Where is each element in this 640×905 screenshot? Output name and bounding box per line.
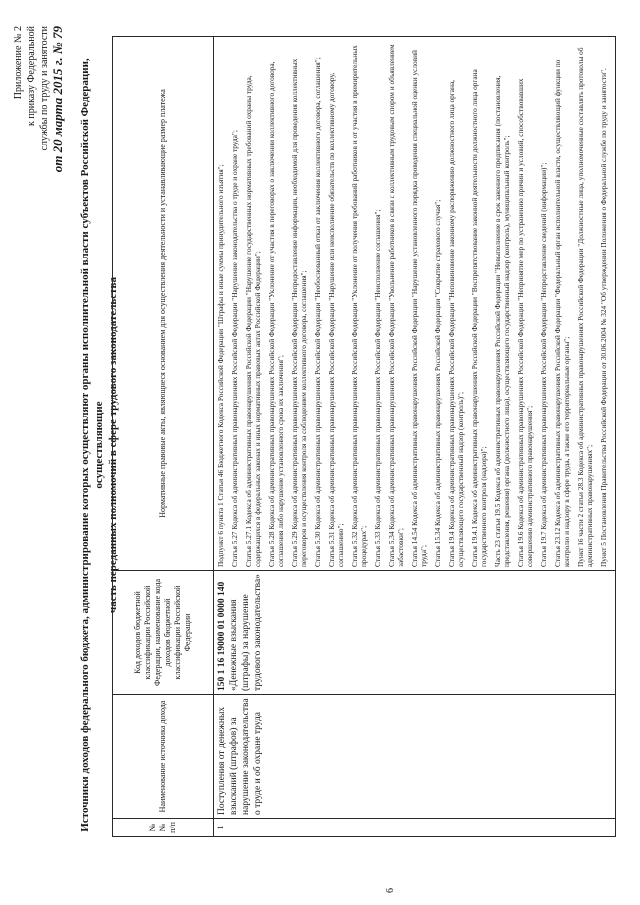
legal-act-item: Статья 19.4 Кодекса об административных правонарушениях Российской Федерации "Неповиновение законному распоряжению должностного лица органа, осуществляющего государственный надзор (контроль)"; <box>447 79 465 567</box>
legal-act-item: Статья 19.7 Кодекса об административных правонарушениях Российской Федерации "Непредставление сведений (информации)"; <box>539 162 548 567</box>
legal-act-item: Подпункт 6 пункта 1 Статьи 46 Бюджетного Кодекса Российской Федерации "Штрафы и иные суммы принудительного изъятия"; <box>216 164 225 567</box>
revenue-sources-table <box>112 36 616 837</box>
legal-act-item: Статья 23.12 Кодекса об административных правонарушениях Российской Федерации "Федеральный орган исполнительной власти, осуществляющий функции по контролю и надзору в сфере труда, а также его территориальные органы"; <box>553 59 571 567</box>
heading-line-2: часть переданных полномочий в сфере трудового законодательства <box>107 277 119 613</box>
legal-act-item: Статья 19.6 Кодекса об административных правонарушениях Российской Федерации "Непринятие мер по устранению причин и условий, способствовавших совершению административного правонарушения"; <box>516 78 534 567</box>
legal-act-item: Статья 5.33 Кодекса об административных правонарушениях Российской Федерации "Неисполнение соглашения"; <box>373 209 382 567</box>
margin-note: 6 <box>385 888 396 893</box>
stamp-date-line: от 20 марта 2015 г. № 79 <box>50 26 65 173</box>
legal-act-item: Статья 5.30 Кодекса об административных правонарушениях Российской Федерации "Необоснованный отказ от заключения коллективного договора, соглашения"; <box>313 57 322 567</box>
header-legal-acts: Нормативные правовые акты, являющиеся основанием для осуществления деятельности и устанавливающие размер платежа <box>113 37 214 571</box>
row-code: 150 1 16 19000 01 0000 140 <box>217 581 227 691</box>
legal-act-item: Статья 14.54 Кодекса об административных правонарушениях Российской Федерации "Нарушение установленного порядка проведения специальной оценки условий труда"; <box>410 50 428 567</box>
row-classification <box>214 571 616 695</box>
row-source-name: Поступления от денежных взысканий (штрафов) за нарушение законодательства о труде и об охране труда <box>214 695 616 819</box>
header-classification-code: Код доходов бюджетной классификации Российской Федерации, наименование кода доходов бюджетной классификации Российской Федерации <box>113 571 214 695</box>
legal-act-item: Статья 5.32 Кодекса об административных правонарушениях Российской Федерации "Уклонение от получения требований работников и от участия в примирительных процедурах"; <box>350 45 368 567</box>
table-header-row <box>113 37 214 837</box>
stamp-order-line: к приказу Федеральной <box>26 26 37 126</box>
stamp-service-line: службы по труду и занятости <box>39 26 50 151</box>
legal-act-item: Статья 5.28 Кодекса об административных правонарушениях Российской Федерации "Уклонение от участия в переговорах о заключении коллективного договора, соглашения либо нарушение установленного срока их заключения"; <box>267 61 285 567</box>
appendix-stamp <box>12 26 64 266</box>
heading-line-1: Источники доходов федерального бюджета, администрирование которых осуществляют органы исполнительной власти субъектов Российской Федерации, осуществляющие <box>79 58 105 832</box>
legal-act-item: Статья 19.4.1 Кодекса об административных правонарушениях Российской Федерации "Воспрепятствование законной деятельности должностного лица органа государственного контроля (надзора)"; <box>470 69 488 567</box>
legal-act-item: Статья 5.27.1 Кодекса об административных правонарушениях Российской Федерации "Нарушение государственных нормативных требований охраны труда, содержащихся в федеральных законах и иных нормативных правовых актах Российской Федерации"; <box>244 75 262 567</box>
legal-act-item: Пункт 16 части 2 статьи 28.3 Кодекса об административных правонарушениях Российской Федерации "Должностные лица, уполномоченные составлять протоколы об административных правонарушениях"; <box>576 47 594 567</box>
legal-act-item: Статья 15.34 Кодекса об административных правонарушениях Российской Федерации "Сокрытие страхового случая"; <box>433 199 442 567</box>
row-code-name: «Денежные взыскания (штрафы) за нарушение трудового законодательства» <box>229 574 263 691</box>
stamp-appendix-number: Приложение № 2 <box>13 26 24 100</box>
header-number: № № п/п <box>113 819 214 837</box>
row-legal-acts <box>214 37 616 571</box>
legal-act-item: Статья 5.29 Кодекса об административных правонарушениях Российской Федерации "Непредоставление информации, необходимой для проведения коллективных переговоров и осуществления контроля за соблюдением коллективного договора, соглашения"; <box>290 58 308 567</box>
legal-act-item: Статья 5.34 Кодекса об административных правонарушениях Российской Федерации "Увольнение работников в связи с коллективным трудовым спором и объявлением забастовки"; <box>387 44 405 567</box>
legal-act-item: Пункт 5 Постановления Правительства Российской Федерации от 30.06.2004 № 324 "Об утверждении Положения о Федеральной службе по труду и занятости". <box>599 68 608 567</box>
legal-act-item: Часть 23 статьи 19.5 Кодекса об административных правонарушениях Российской Федерации "Невыполнение в срок законного предписания (постановления, представления, решения) органа (должностного лица), осуществляющего государственный надзор (контроль), муниципальный контроль"; <box>493 75 511 567</box>
legal-act-item: Статья 5.27 Кодекса об административных правонарушениях Российской Федерации "Нарушение законодательства о труде и охране труда"; <box>230 130 239 567</box>
row-number: 1 <box>214 819 616 837</box>
header-source-name: Наименование источника дохода <box>113 695 214 819</box>
legal-act-item: Статья 5.31 Кодекса об административных правонарушениях Российской Федерации "Нарушение или неисполнение обязательств по коллективному договору, соглашению"; <box>327 72 345 567</box>
table-row <box>214 37 616 837</box>
